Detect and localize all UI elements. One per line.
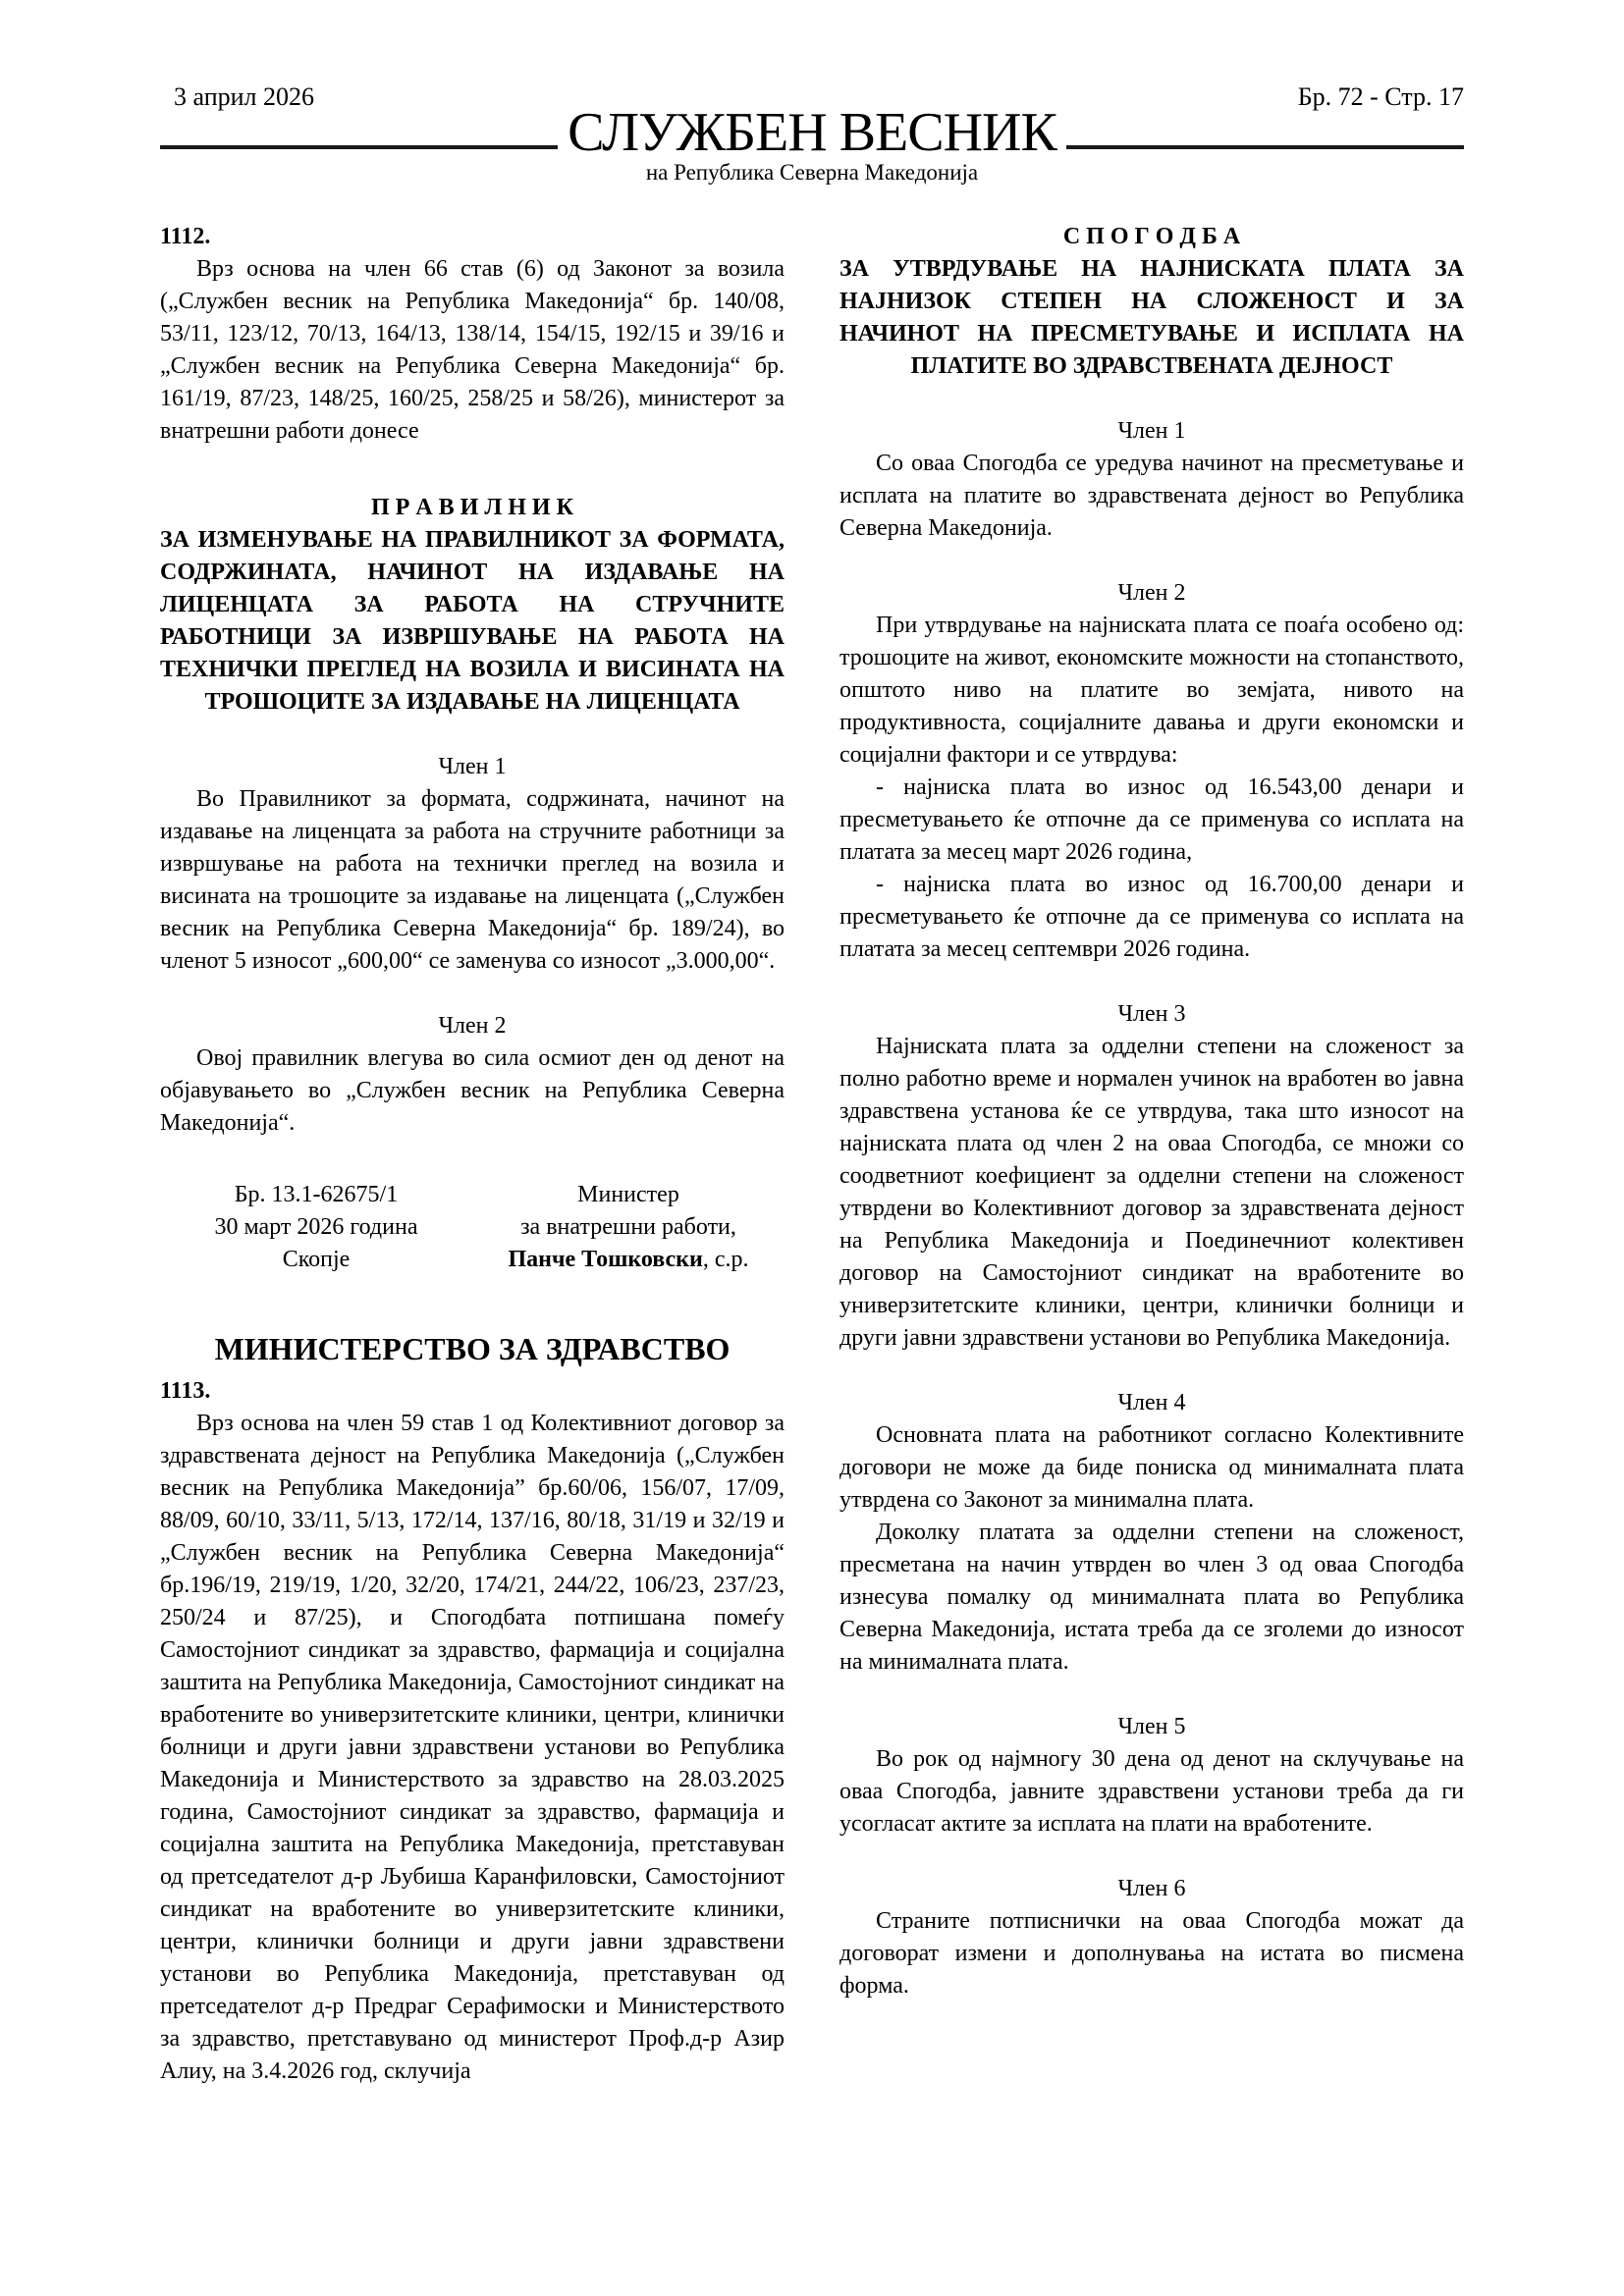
agreement-article-1-heading: Член 1 (1117, 418, 1186, 444)
item-1113-intro: Врз основа на член 59 став 1 од Колективниот договор за здравствената дејност на Република Македонија („Службен весник на Република Македонија” бр.60/06, 156/07, 17/09, 88/09, 60/10, 33/11, 5/13, 172/14, 137/16, 80/18, 31/19 и 32/19 и „Службен весник на Република Северна Македонија“ бр.196/19, 219/19, 1/20, 32/20, 174/21, 244/22, 106/23, 237/23, 250/24 и 87/25), и Спогодбата потпишана помеѓу Самостојниот синдикат за здравство, фармација и социјална заштита на Република Македонија, Самостојниот синдикат на вработените во универзитетските клиники, центри, клинички болници и други јавни здравствени установи во Република Македонија и Министерството за здравство на 28.03.2025 година, Самостојниот синдикат за здравство, фармација и социјална заштита на Република Македонија, претставуван од претседателот д-р Љубиша Каранфиловски, Самостојниот синдикат на вработените во универзитетските клиники, центри, клинички болници и други јавни здравствени установи во Република Македонија, претставуван од претседателот д-р Предраг Серафимоски и Министерството за здравство, претставувано од министерот Проф.д-р Азир Алиу, на 3.4.2026 год, склучија (160, 1411, 785, 2084)
signer-name-suffix: , с.р. (702, 1247, 749, 1272)
masthead-rule-left (160, 75, 558, 149)
signature-date: 30 март 2026 година (214, 1214, 418, 1240)
rulebook-subtitle: ЗА ИЗМЕНУВАЊЕ НА ПРАВИЛНИКОТ ЗА ФОРМАТА, СОДРЖИНАТА, НАЧИНОТ НА ИЗДАВАЊЕ НА ЛИЦЕНЦАТА ЗА РАБОТА НА СТРУЧНИТЕ РАБОТНИЦИ ЗА ИЗВРШУВАЊЕ НА РАБОТА НА ТЕХНИЧКИ ПРЕГЛЕД НА ВОЗИЛА И ВИСИНАТА НА ТРОШОЦИТЕ ЗА ИЗДАВАЊЕ НА ЛИЦЕНЦАТА (160, 527, 785, 715)
signature-doc-number: Бр. 13.1-62675/1 (234, 1182, 399, 1207)
item-number-1112: 1112. (160, 224, 211, 249)
content-columns (160, 221, 1464, 2088)
agreement-article-4-text-2: Доколку платата за одделни степени на сложеност, пресметана на начин утврден во член 3 од оваа Спогодба изнесува помалку од минималната плата во Република Северна Македонија, истата треба да се зголеми до износот на минималната плата. (839, 1520, 1464, 1675)
agreement-article-5-text: Во рок од најмногу 30 дена од денот на склучување на оваа Спогодба, јавните здравствени установи треба да ги усогласат актите за исплата на плати на вработените. (839, 1746, 1464, 1837)
agreement-article-6-heading: Член 6 (1117, 1876, 1186, 1901)
item-number-1113: 1113. (160, 1378, 211, 1404)
masthead-subtitle: на Република Северна Македонија (645, 160, 979, 185)
signature-block (160, 1179, 785, 1276)
rulebook-article-2-text: Овој правилник влегува во сила осмиот ден од денот на објавувањето во „Службен весник на Република Северна Македонија“. (160, 1045, 785, 1136)
rulebook-article-2-heading: Член 2 (438, 1013, 507, 1039)
agreement-article-3-text: Најниската плата за одделни степени на сложеност за полно работно време и нормален учинок на вработен во јавна здравствена установа ќе се утврдува, така што износот на најниската плата од член 2 на оваа Спогодба, се множи со соодветниот коефициент за одделни степени на сложеност утврдени во Колективниот договор за здравствената дејност на Република Македонија и Поединечниот колективен договор на Самостојниот синдикат на вработените во универзитетските клиники, центри, клинички болници и други јавни здравствени установи во Република Македонија. (839, 1034, 1464, 1351)
right-column (839, 221, 1464, 2088)
rulebook-title: П Р А В И Л Н И К (371, 495, 573, 520)
issue-date: 3 април 2026 (174, 82, 314, 111)
masthead (160, 75, 1464, 164)
signature-reference (160, 1179, 472, 1276)
signature-place: Скопје (282, 1247, 351, 1272)
signer-office-line2: за внатрешни работи, (520, 1214, 736, 1240)
agreement-title: С П О Г О Д Б А (1062, 224, 1241, 249)
masthead-rule-right (1066, 75, 1464, 149)
signer-office-line1: Министер (577, 1182, 679, 1207)
agreement-article-3-heading: Член 3 (1117, 1001, 1186, 1027)
rulebook-article-1-text: Во Правилникот за формата, содржината, начинот на издавање на лиценцата за работа на стручните работници за извршување на работа на технички преглед на возила и висината на трошоците за издавање на лиценцата („Службен весник на Република Северна Македонија“ бр. 189/24), во членот 5 износот „600,00“ се заменува со износот „3.000,00“. (160, 786, 785, 974)
signature-signer (472, 1179, 785, 1276)
agreement-article-2-item-1: - најниска плата во износ од 16.543,00 денари и пресметувањето ќе отпочне да се применува со исплата на платата за месец март 2026 година, (839, 774, 1464, 865)
issue-number-page: Бр. 72 - Стр. 17 (1297, 82, 1464, 111)
left-column (160, 221, 785, 2088)
ministry-heading: МИНИСТЕРСТВО ЗА ЗДРАВСТВО (214, 1331, 731, 1366)
agreement-article-6-text: Страните потписнички на оваа Спогодба можат да договорат измени и дополнувања на истата во писмена форма. (839, 1908, 1464, 1999)
rulebook-article-1-heading: Член 1 (438, 754, 507, 779)
item-1112-intro: Врз основа на член 66 став (6) од Законот за возила („Службен весник на Република Македонија“ бр. 140/08, 53/11, 123/12, 70/13, 164/13, 138/14, 154/15, 192/15 и 39/16 и „Службен весник на Република Северна Македонија“ бр. 161/19, 87/23, 148/25, 160/25, 258/25 и 58/26), министерот за внатрешни работи донесе (160, 256, 785, 444)
masthead-title: СЛУЖБЕН ВЕСНИК (568, 102, 1056, 164)
agreement-article-4-text-1: Основната плата на работникот согласно Колективните договори не може да биде пониска од минималната плата утврдена со Законот за минимална плата. (839, 1422, 1464, 1513)
agreement-article-2-text: При утврдување на најниската плата се поаѓа особено од: трошоците на живот, економските можности на стопанството, општото ниво на платите во земјата, нивото на продуктивноста, социјалните давања и други економски и социјални фактори и се утврдува: (839, 613, 1464, 768)
signer-name-line (472, 1244, 785, 1276)
agreement-article-5-heading: Член 5 (1117, 1714, 1186, 1739)
agreement-article-2-item-2: - најниска плата во износ од 16.700,00 денари и пресметувањето ќе отпочне да се применува со исплата на платата за месец септември 2026 година. (839, 872, 1464, 962)
agreement-article-4-heading: Член 4 (1117, 1390, 1186, 1415)
agreement-article-1-text: Со оваа Спогодба се уредува начинот на пресметување и исплата на платите во здравствената дејност во Република Северна Македонија. (839, 451, 1464, 541)
agreement-subtitle: ЗА УТВРДУВАЊЕ НА НАЈНИСКАТА ПЛАТА ЗА НАЈНИЗОК СТЕПЕН НА СЛОЖЕНОСТ И ЗА НАЧИНОТ НА ПРЕСМЕТУВАЊЕ И ИСПЛАТА НА ПЛАТИТЕ ВО ЗДРАВСТВЕНАТА ДЕЈНОСТ (839, 256, 1464, 379)
agreement-article-2-heading: Член 2 (1117, 580, 1186, 606)
signer-name: Панче Тошковски (508, 1247, 703, 1272)
